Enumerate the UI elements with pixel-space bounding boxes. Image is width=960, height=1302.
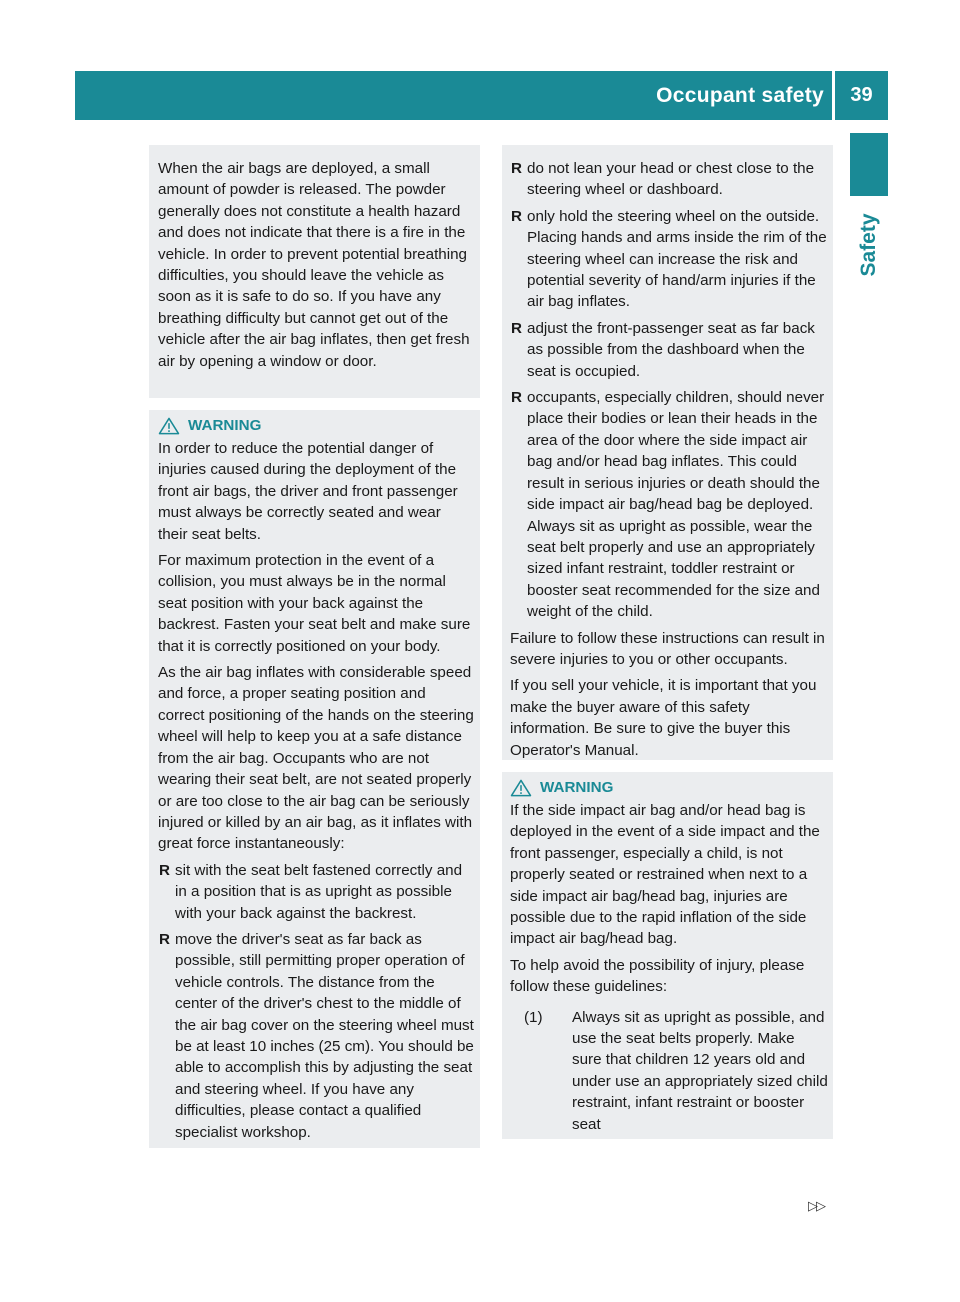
bullet-item bbox=[510, 158, 828, 201]
bullet-item bbox=[510, 387, 828, 622]
bullet-marker: R bbox=[159, 930, 170, 948]
guideline-number: (1) bbox=[524, 1008, 543, 1026]
bullet-marker: R bbox=[511, 319, 522, 337]
continued-paragraph: If you sell your vehicle, it is important that you make the buyer aware of this safety information. Be sure to give the buyer this Operator's Manual. bbox=[510, 677, 817, 759]
bullet-marker: R bbox=[159, 861, 170, 879]
bullet-text: adjust the front-passenger seat as far back as possible from the dashboard when the seat is occupied. bbox=[527, 319, 815, 380]
warning-paragraph: If the side impact air bag and/or head bag is deployed in the event of a side impact and the front passenger, especially a child, is not properly seated or restrained when next to a side impact air bag/head bag, injuries are possible due to the rapid inflation of the side impact air bag/head bag. bbox=[510, 802, 820, 948]
bullet-marker: R bbox=[511, 389, 522, 407]
powder-info-text: When the air bags are deployed, a small amount of powder is released. The powder generally does not constitute a health hazard and does not indicate that there is a fire in the vehicle. In order to prevent potential breathing difficulties, you should leave the vehicle as soon as it is safe to do so. If you have any breathing difficulty but cannot get out of the vehicle after the air bag inflates, then get fresh air by opening a window or door. bbox=[158, 160, 470, 370]
bullet-item bbox=[510, 206, 828, 313]
section-tab-marker bbox=[850, 133, 888, 196]
warning-paragraph: As the air bag inflates with considerable speed and force, a proper seating position and correct positioning of the hands on the steering wheel will help to keep you at a safe distance from the air bag. Occupants who are not wearing their seat belt, are not seated properly or are too close to the air bag can be seriously injured or killed by an air bag, as it inflates with great force instantaneously: bbox=[158, 664, 474, 853]
bullet-marker: R bbox=[511, 207, 522, 225]
page-number: 39 bbox=[850, 84, 873, 106]
warning-paragraph: For maximum protection in the event of a collision, you must always be in the normal seat position with your back against the backrest. Fasten your seat belt and make sure that it is correctly positioned on your body. bbox=[158, 552, 471, 655]
powder-info-box bbox=[149, 145, 480, 398]
side-impact-warning-box bbox=[502, 772, 833, 1139]
bullet-item bbox=[510, 318, 828, 382]
section-tab-label: Safety bbox=[857, 213, 880, 277]
bullet-marker: R bbox=[511, 160, 522, 177]
continued-warning-box bbox=[502, 145, 833, 760]
warning-heading bbox=[158, 415, 474, 436]
guideline-text: Always sit as upright as possible, and use the seat belts properly. Make sure that children 12 years old and under use an appropriately sized child restraint, infant restraint or booster seat bbox=[572, 1008, 828, 1133]
bullet-text: move the driver's seat as far back as possible, still permitting proper operation of vehicle controls. The distance from the center of the driver's chest to the middle of the air bag cover on the steering wheel must be at least 10 inches (25 cm). You should be able to accomplish this by adjusting the seat and steering wheel. If you have any difficulties, please contact a qualified specialist workshop. bbox=[175, 930, 474, 1141]
bullet-text: only hold the steering wheel on the outside. Placing hands and arms inside the rim of the steering wheel can increase the risk and potential severity of hand/arm injuries if the air bag inflates. bbox=[527, 207, 827, 311]
warning-title: WARNING bbox=[540, 779, 614, 796]
warning-triangle-icon bbox=[510, 779, 532, 797]
continued-paragraph: Failure to follow these instructions can result in severe injuries to you or other occupants. bbox=[510, 629, 825, 668]
bullet-text: do not lean your head or chest close to the steering wheel or dashboard. bbox=[527, 160, 815, 199]
bullet-item bbox=[158, 860, 474, 924]
bullet-item bbox=[158, 929, 474, 1143]
page-header-title: Occupant safety bbox=[656, 84, 824, 107]
warning-paragraph: To help avoid the possibility of injury, please follow these guidelines: bbox=[510, 956, 805, 996]
warning-triangle-icon bbox=[158, 417, 180, 435]
occupant-bullet-list bbox=[510, 158, 828, 623]
warning-title: WARNING bbox=[188, 417, 262, 434]
continue-arrows-icon: ▷▷ bbox=[808, 1198, 824, 1213]
front-airbag-warning-box bbox=[149, 410, 480, 1148]
bullet-text: occupants, especially children, should never place their bodies or lean their heads in the area of the door where the side impact air bag and/or head bag inflates. This could result in serious injuries or death should the side impact air bag/head bag be deployed. Always sit as upright as possible, wear the seat belt properly and use an appropriately sized infant restraint, toddler restraint or booster seat recommended for the size and weight of the child. bbox=[527, 389, 825, 621]
bullet-text: sit with the seat belt fastened correctly and in a position that is as upright as possible with your back against the backrest. bbox=[175, 861, 463, 922]
numbered-guideline bbox=[524, 1007, 828, 1135]
warning-paragraph: In order to reduce the potential danger of injuries caused during the deployment of the front air bags, the driver and front passenger must always be correctly seated and wear their seat belts. bbox=[158, 440, 458, 543]
seating-bullet-list bbox=[158, 860, 474, 1143]
warning-heading bbox=[510, 777, 828, 798]
